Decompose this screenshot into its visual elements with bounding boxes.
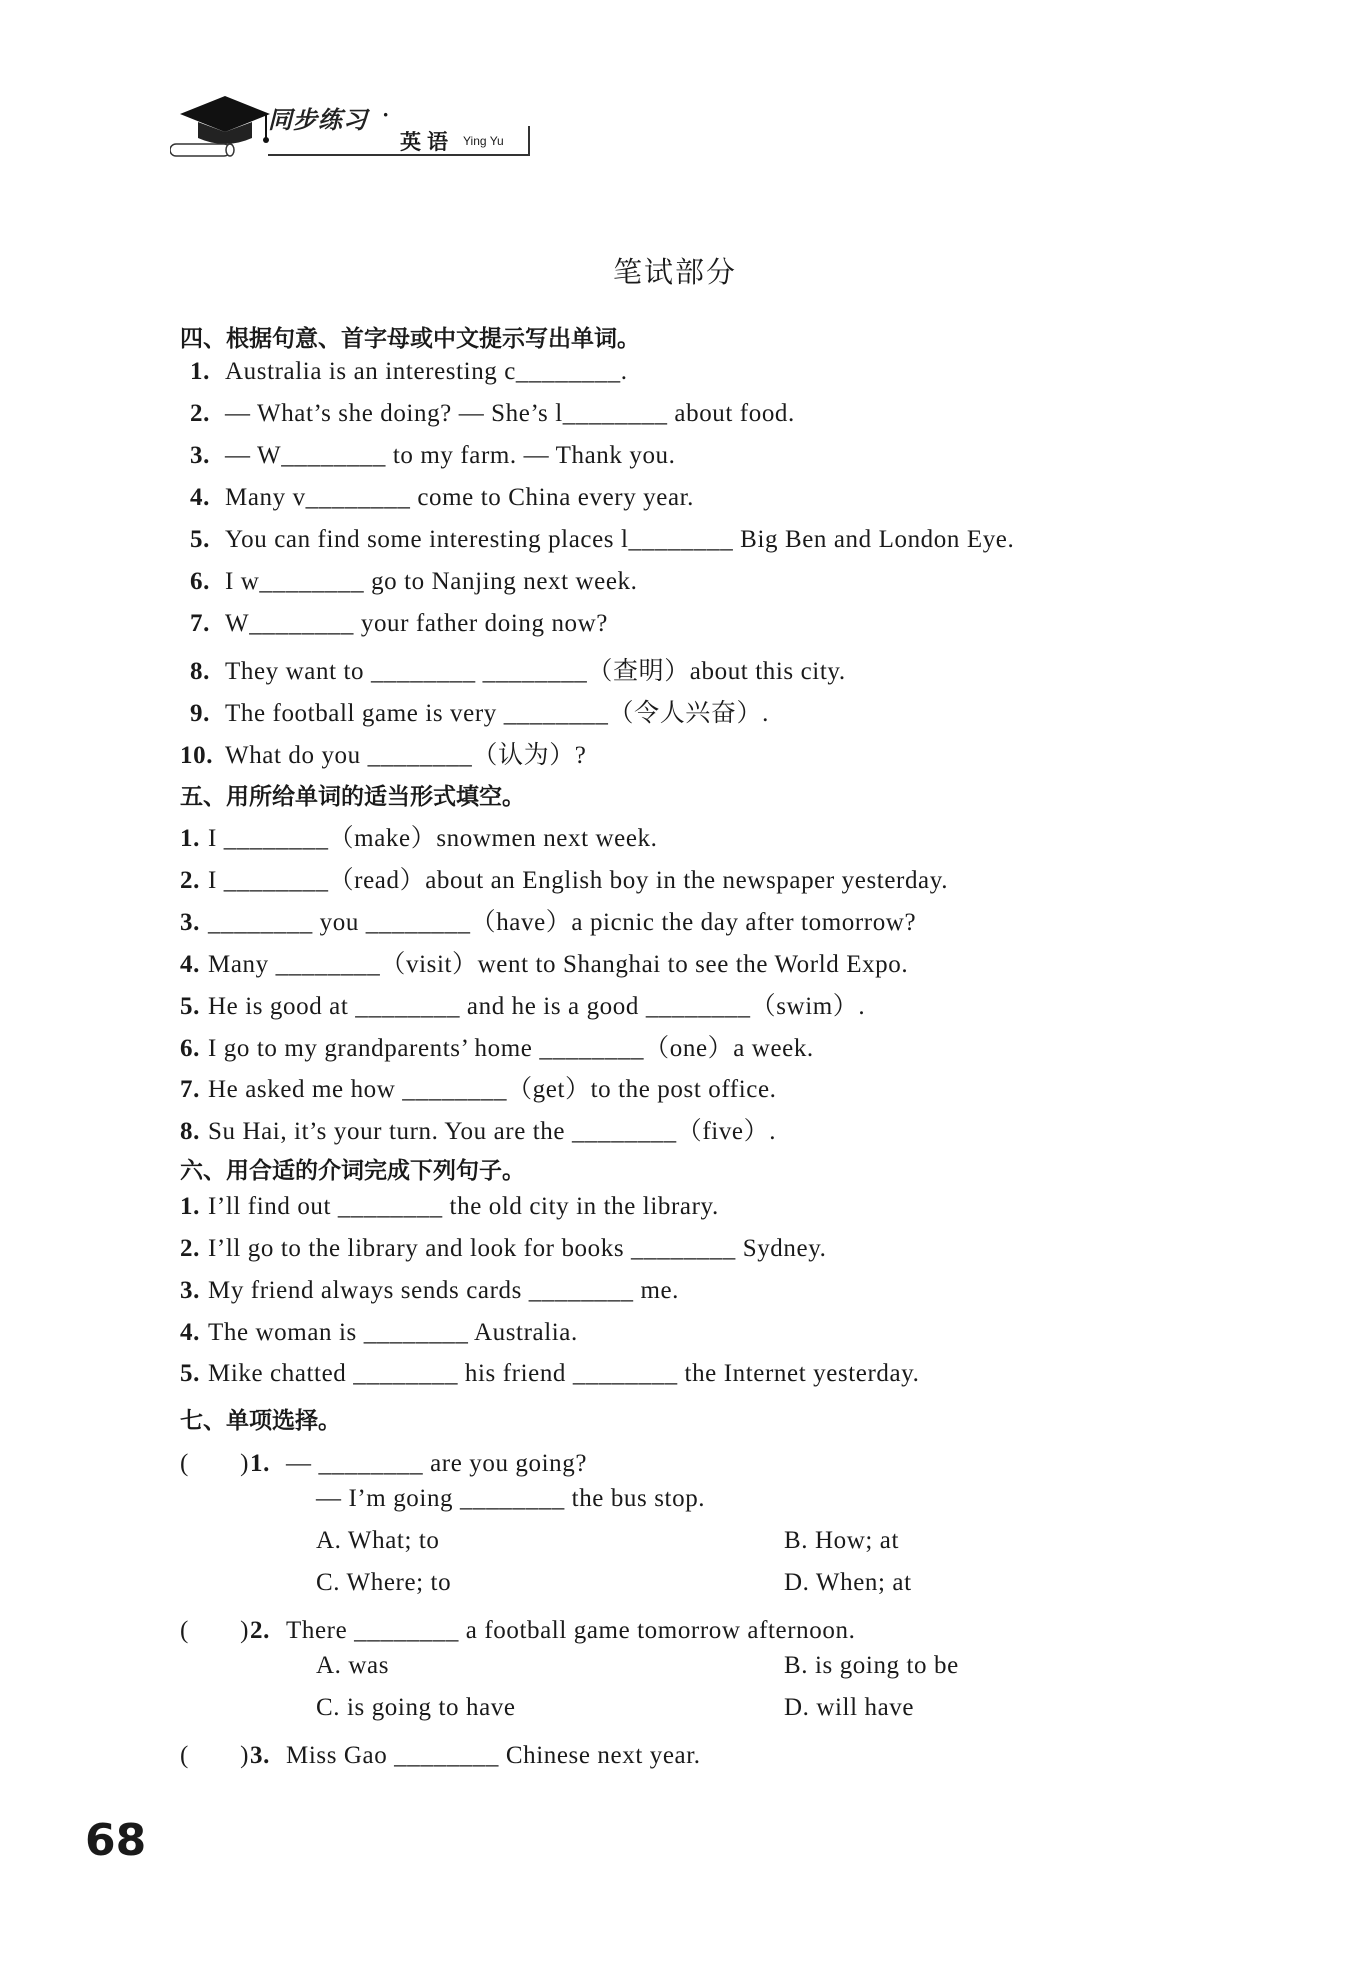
item-text: I w________ go to Nanjing next week. — [225, 568, 638, 595]
list-item — [180, 1360, 920, 1388]
question-text-line-2: — I’m going ________ the bus stop. — [316, 1485, 706, 1512]
option-a: A. What; to — [316, 1527, 440, 1554]
item-number: 4. — [190, 484, 210, 511]
item-number: 5. — [180, 993, 200, 1020]
list-item — [180, 944, 908, 980]
page-number: 68 — [85, 1815, 147, 1866]
item-number: 6. — [190, 568, 210, 595]
item-text: I go to my grandparents’ home ________（one）a week. — [208, 1035, 814, 1062]
list-item — [190, 610, 608, 638]
item-number: 2. — [190, 400, 210, 427]
item-number: 9. — [190, 700, 210, 727]
list-item — [180, 1111, 776, 1147]
section-7-heading: 七、单项选择。 — [180, 1408, 341, 1434]
item-number: 7. — [180, 1076, 200, 1103]
item-number: 7. — [190, 610, 210, 637]
header-rule-vertical — [528, 126, 530, 156]
item-text: I’ll find out ________ the old city in the library. — [208, 1193, 719, 1220]
workbook-header — [170, 92, 530, 164]
page-title: 笔试部分 — [612, 255, 737, 289]
item-number: 8. — [190, 658, 210, 685]
item-number: 4. — [180, 951, 200, 978]
section-5-heading: 五、用所给单词的适当形式填空。 — [180, 784, 525, 810]
list-item — [190, 568, 638, 596]
list-item — [180, 860, 948, 896]
list-item — [180, 902, 916, 938]
item-number: 3. — [180, 909, 200, 936]
section-4-heading: 四、根据句意、首字母或中文提示写出单词。 — [180, 326, 640, 352]
item-text: — W________ to my farm. — Thank you. — [225, 442, 676, 469]
item-number: 1. — [180, 1193, 200, 1220]
series-brand: 同步练习 — [268, 106, 368, 134]
item-text: Mike chatted ________ his friend ________ the Internet yesterday. — [208, 1360, 920, 1387]
graduation-cap-icon — [170, 92, 280, 164]
item-text: They want to ________ ________（查明）about this city. — [225, 658, 846, 685]
option-d: D. will have — [784, 1694, 915, 1721]
list-item — [180, 1193, 719, 1221]
item-text: I’ll go to the library and look for books ________ Sydney. — [208, 1235, 827, 1262]
list-item — [190, 484, 694, 512]
item-number: 3. — [180, 1277, 200, 1304]
answer-bracket: ( ) — [180, 1450, 250, 1477]
item-number: 4. — [180, 1319, 200, 1346]
list-item — [190, 400, 795, 428]
option-d: D. When; at — [784, 1569, 912, 1596]
item-text: Australia is an interesting c________. — [225, 358, 628, 385]
item-number: 8. — [180, 1118, 200, 1145]
mc-question — [180, 1610, 855, 1646]
list-item — [190, 693, 769, 729]
list-item — [180, 1028, 814, 1064]
item-text: Su Hai, it’s your turn. You are the ________（five）. — [208, 1118, 777, 1145]
item-text: What do you ________（认为）? — [225, 742, 587, 769]
question-text: — ________ are you going? — [286, 1450, 588, 1477]
list-item — [180, 735, 587, 771]
item-number: 5. — [180, 1360, 200, 1387]
option-c: C. Where; to — [316, 1569, 452, 1596]
item-text: W________ your father doing now? — [225, 610, 609, 637]
item-number: 3. — [190, 442, 210, 469]
list-item — [180, 1069, 777, 1105]
option-a: A. was — [316, 1652, 390, 1679]
list-item — [180, 986, 865, 1022]
section-6-heading: 六、用合适的介词完成下列句子。 — [180, 1158, 525, 1184]
list-item — [180, 818, 657, 854]
item-number: 6. — [180, 1035, 200, 1062]
item-text: He asked me how ________（get）to the post office. — [208, 1076, 777, 1103]
answer-bracket: ( ) — [180, 1617, 250, 1644]
mc-question — [180, 1443, 587, 1479]
option-c: C. is going to have — [316, 1694, 516, 1721]
header-rule — [268, 154, 530, 156]
subject-pinyin: Ying Yu — [463, 134, 504, 148]
item-number: 1. — [250, 1450, 270, 1477]
item-text: ________ you ________（have）a picnic the day after tomorrow? — [208, 909, 917, 936]
list-item — [190, 526, 1014, 554]
item-number: 2. — [180, 1235, 200, 1262]
item-text: Many ________（visit）went to Shanghai to see the World Expo. — [208, 951, 909, 978]
item-text: He is good at ________ and he is a good ________（swim）. — [208, 993, 866, 1020]
item-text: My friend always sends cards ________ me. — [208, 1277, 680, 1304]
list-item — [180, 1277, 679, 1305]
item-number: 2. — [180, 867, 200, 894]
item-number: 10. — [180, 742, 214, 769]
answer-bracket: ( ) — [180, 1742, 250, 1769]
list-item — [190, 358, 628, 386]
separator-dot: · — [382, 102, 390, 127]
question-text: There ________ a football game tomorrow afternoon. — [286, 1617, 856, 1644]
item-text: — What’s she doing? — She’s l________ about food. — [225, 400, 795, 427]
item-text: The woman is ________ Australia. — [208, 1319, 578, 1346]
list-item — [190, 442, 676, 470]
item-number: 2. — [250, 1617, 270, 1644]
item-text: The football game is very ________（令人兴奋）. — [225, 700, 769, 727]
item-number: 5. — [190, 526, 210, 553]
item-text: Many v________ come to China every year. — [225, 484, 695, 511]
subject-label: 英语 — [400, 130, 454, 154]
option-b: B. How; at — [784, 1527, 900, 1554]
list-item — [180, 1235, 827, 1263]
item-number: 3. — [250, 1742, 270, 1769]
option-b: B. is going to be — [784, 1652, 959, 1679]
item-number: 1. — [180, 825, 200, 852]
list-item — [190, 651, 846, 687]
item-text: I ________（read）about an English boy in the newspaper yesterday. — [208, 867, 949, 894]
item-text: I ________（make）snowmen next week. — [208, 825, 658, 852]
item-text: You can find some interesting places l________ Big Ben and London Eye. — [225, 526, 1015, 553]
item-number: 1. — [190, 358, 210, 385]
list-item — [180, 1319, 578, 1347]
question-text: Miss Gao ________ Chinese next year. — [286, 1742, 701, 1769]
mc-question — [180, 1735, 701, 1771]
